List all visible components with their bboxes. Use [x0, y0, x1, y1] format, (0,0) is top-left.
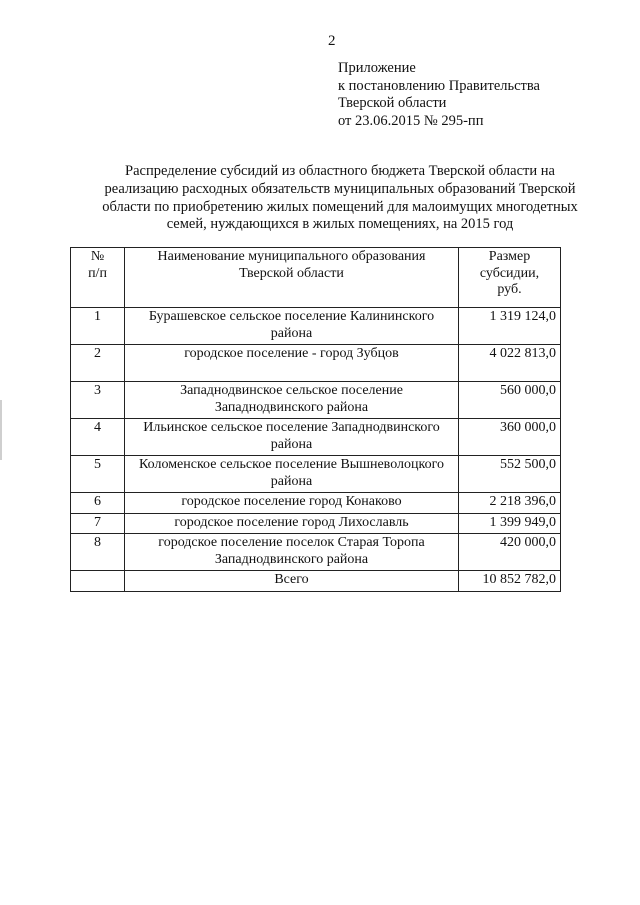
page-number: 2	[328, 33, 336, 49]
header-number	[71, 248, 125, 308]
row-number: 4	[71, 419, 125, 456]
appendix-line: Приложение	[338, 60, 416, 76]
document-title	[80, 163, 600, 234]
row-municipality: Бурашевское сельское поселение Калининского района	[125, 308, 459, 345]
row-municipality: Коломенское сельское поселение Вышневолоцкого района	[125, 456, 459, 493]
row-amount: 552 500,0	[459, 456, 561, 493]
total-amount: 10 852 782,0	[459, 571, 561, 592]
title-line: реализацию расходных обязательств муниципальных образований Тверской	[104, 180, 576, 197]
subsidies-table	[70, 247, 561, 592]
table-row	[71, 456, 561, 493]
header-subsidy-text: Размер субсидии, руб.	[479, 249, 540, 297]
row-municipality: городское поселение город Конаково	[125, 493, 459, 514]
table-row	[71, 493, 561, 514]
row-number: 8	[71, 534, 125, 571]
appendix-line: от 23.06.2015 № 295-пп	[338, 112, 484, 129]
row-number: 1	[71, 308, 125, 345]
row-amount: 1 319 124,0	[459, 308, 561, 345]
header-municipality-text: Наименование муниципального образования Тверской области	[157, 249, 426, 281]
row-number: 7	[71, 513, 125, 534]
row-number: 6	[71, 493, 125, 514]
table-row	[71, 513, 561, 534]
row-municipality: городское поселение поселок Старая Торопа Западнодвинского района	[125, 534, 459, 571]
row-amount: 420 000,0	[459, 534, 561, 571]
row-number: 5	[71, 456, 125, 493]
table-row	[71, 382, 561, 419]
row-amount: 2 218 396,0	[459, 493, 561, 514]
table-row	[71, 308, 561, 345]
table-row	[71, 534, 561, 571]
total-label: Всего	[125, 571, 459, 592]
row-municipality: городское поселение город Лихославль	[125, 513, 459, 534]
row-number: 3	[71, 382, 125, 419]
title-line: Распределение субсидий из областного бюджета Тверской области на	[125, 163, 555, 179]
row-municipality: городское поселение - город Зубцов	[125, 345, 459, 382]
total-empty-cell	[71, 571, 125, 592]
appendix-line: Тверской области	[338, 95, 447, 111]
header-subsidy-amount	[459, 248, 561, 308]
header-municipality	[125, 248, 459, 308]
table-total-row	[71, 571, 561, 592]
row-amount: 560 000,0	[459, 382, 561, 419]
row-amount: 360 000,0	[459, 419, 561, 456]
row-amount: 4 022 813,0	[459, 345, 561, 382]
title-line: семей, нуждающихся в жилых помещениях, на 2015 год	[166, 216, 514, 233]
title-line: области по приобретению жилых помещений для малоимущих многодетных	[102, 198, 578, 215]
header-number-text: № п/п	[88, 249, 107, 281]
table-row	[71, 345, 561, 382]
row-number: 2	[71, 345, 125, 382]
table-row	[71, 419, 561, 456]
row-municipality: Ильинское сельское поселение Западнодвинского района	[125, 419, 459, 456]
row-municipality: Западнодвинское сельское поселение Западнодвинского района	[125, 382, 459, 419]
table-header-row	[71, 248, 561, 308]
appendix-line: к постановлению Правительства	[338, 77, 540, 94]
appendix-block	[338, 60, 540, 130]
scan-edge-mark	[0, 400, 2, 460]
row-amount: 1 399 949,0	[459, 513, 561, 534]
